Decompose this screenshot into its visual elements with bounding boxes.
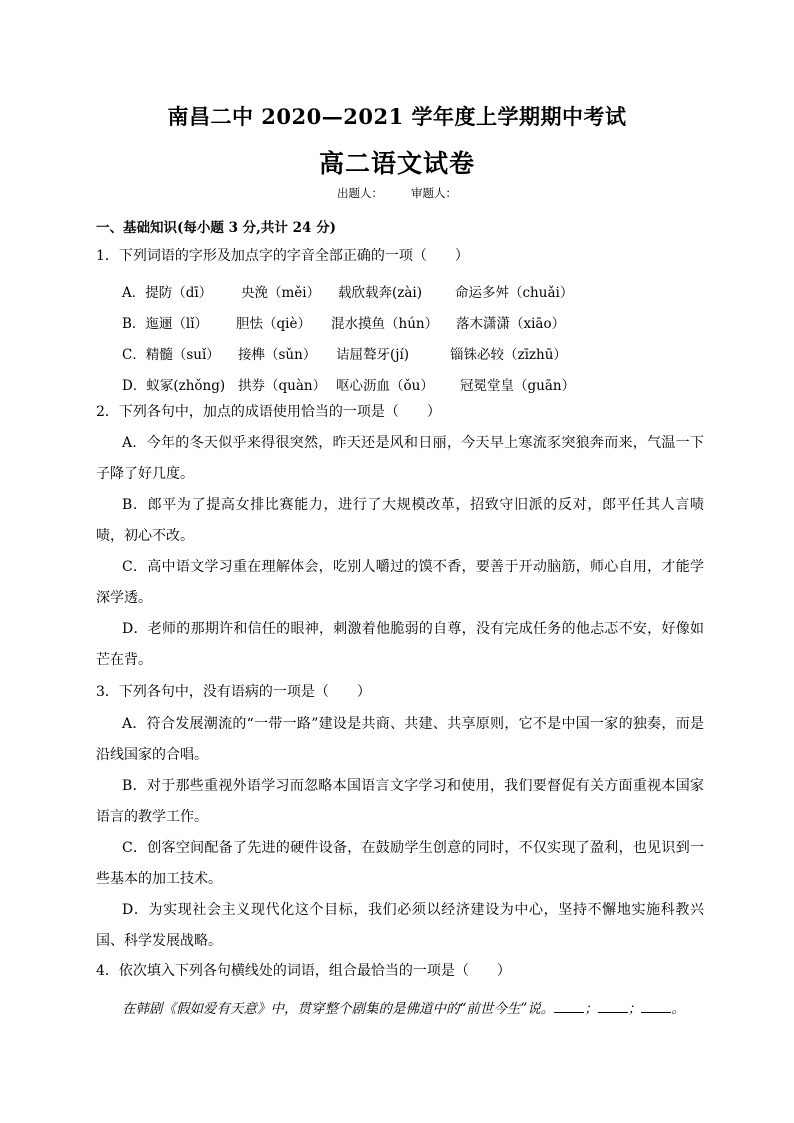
q3-option-d: D．为实现社会主义现代化这个目标，我们必须以经济建设为中心，坚持不懈地实施科教兴国、科学发展战略。 <box>96 902 704 949</box>
q4-sep-2: ； <box>627 1001 642 1017</box>
question-4-stem: 4．依次填入下列各句横线处的词语，组合最恰当的一项是（ ） <box>96 963 511 979</box>
exam-subtitle: 高二语文试卷 <box>318 149 475 178</box>
q2-option-a: A．今年的冬天似乎来得很突然，昨天还是风和日丽，今天早上寒流豕突狼奔而来，气温一下子降了好几度。 <box>96 435 704 482</box>
section-heading: 一、基础知识(每小题 3 分,共计 24 分) <box>96 220 336 236</box>
q4-sep-1: ； <box>584 1001 598 1017</box>
authors-line <box>0 185 794 201</box>
q4-blank-1 <box>554 1000 584 1013</box>
q3-option-b: B．对于那些重视外语学习而忽略本国语言文字学习和使用，我们要督促有关方面重视本国家语言的教学工作。 <box>96 778 704 825</box>
q1-a-item-4: 命运多舛（chuǎi） <box>455 285 574 301</box>
q1-b-item-4: 落木潇潇（xiāo） <box>456 316 566 332</box>
q1-d-item-3: 呕心沥血（ǒu） <box>336 378 434 394</box>
q2-option-d: D．老师的那期许和信任的眼神，刺激着他脆弱的自尊，没有完成任务的他忐忑不安，好像如芒在背。 <box>96 621 704 668</box>
q1-a-item-3: 载欣载奔(zài) <box>338 285 423 301</box>
q1-d-item-2: 拱券（quàn） <box>238 378 327 394</box>
q1-d-item-1: D．蚁冢(zhǒng) <box>122 378 226 394</box>
q4-end: 。 <box>671 1001 685 1017</box>
q3-option-c: C．创客空间配备了先进的硬件设备，在鼓励学生创意的同时，不仅实现了盈利，也见识到一些基本的加工技术。 <box>96 840 704 887</box>
q1-c-item-4: 锱铢必较（zīzhū） <box>450 347 567 363</box>
q2-option-b: B．郎平为了提高女排比赛能力，进行了大规模改革，招致守旧派的反对，郎平任其人言啧啧，初心不改。 <box>96 497 704 544</box>
exam-title: 南昌二中 2020—2021 学年度上学期期中考试 <box>167 104 627 129</box>
q4-blank-2 <box>598 1000 628 1013</box>
q1-a-item-2: 央浼（měi） <box>241 285 321 301</box>
q1-c-item-3: 诘屈聱牙(jí) <box>336 347 410 363</box>
question-1-stem: 1．下列词语的字形及加点字的字音全部正确的一项（ ） <box>96 248 469 264</box>
question-3-stem: 3．下列各句中，没有语病的一项是（ ） <box>96 684 371 700</box>
q3-option-a: A．符合发展潮流的“一带一路”建设是共商、共建、共享原则，它不是中国一家的独奏，而是沿线国家的合唱。 <box>96 716 704 763</box>
q4-passage <box>122 997 685 1017</box>
q1-b-item-3: 混水摸鱼（hún） <box>331 316 439 332</box>
reviewer-label: 审题人： <box>411 186 457 200</box>
setter-label: 出题人： <box>337 186 383 200</box>
q1-c-item-1: C．精髓（suǐ） <box>122 347 220 363</box>
q1-c-item-2: 接榫（sǔn） <box>238 347 317 363</box>
q1-b-item-1: B．迤逦（lǐ） <box>122 316 209 332</box>
q1-b-item-2: 胆怯（qiè） <box>236 316 311 332</box>
q1-d-item-4: 冠冕堂皇（guān） <box>460 378 576 394</box>
q4-passage-text: 在韩剧《假如爱有天意》中，贯穿整个剧集的是佛道中的“前世今生”说。 <box>122 1001 555 1017</box>
q1-a-item-1: A．提防（dī） <box>122 285 213 301</box>
question-2-stem: 2．下列各句中，加点的成语使用恰当的一项是（ ） <box>96 404 441 420</box>
q4-blank-3 <box>641 1000 671 1013</box>
q2-option-c: C．高中语文学习重在理解体会，吃别人嚼过的馍不香，要善于开动脑筋，师心自用，才能学深学透。 <box>96 559 704 606</box>
